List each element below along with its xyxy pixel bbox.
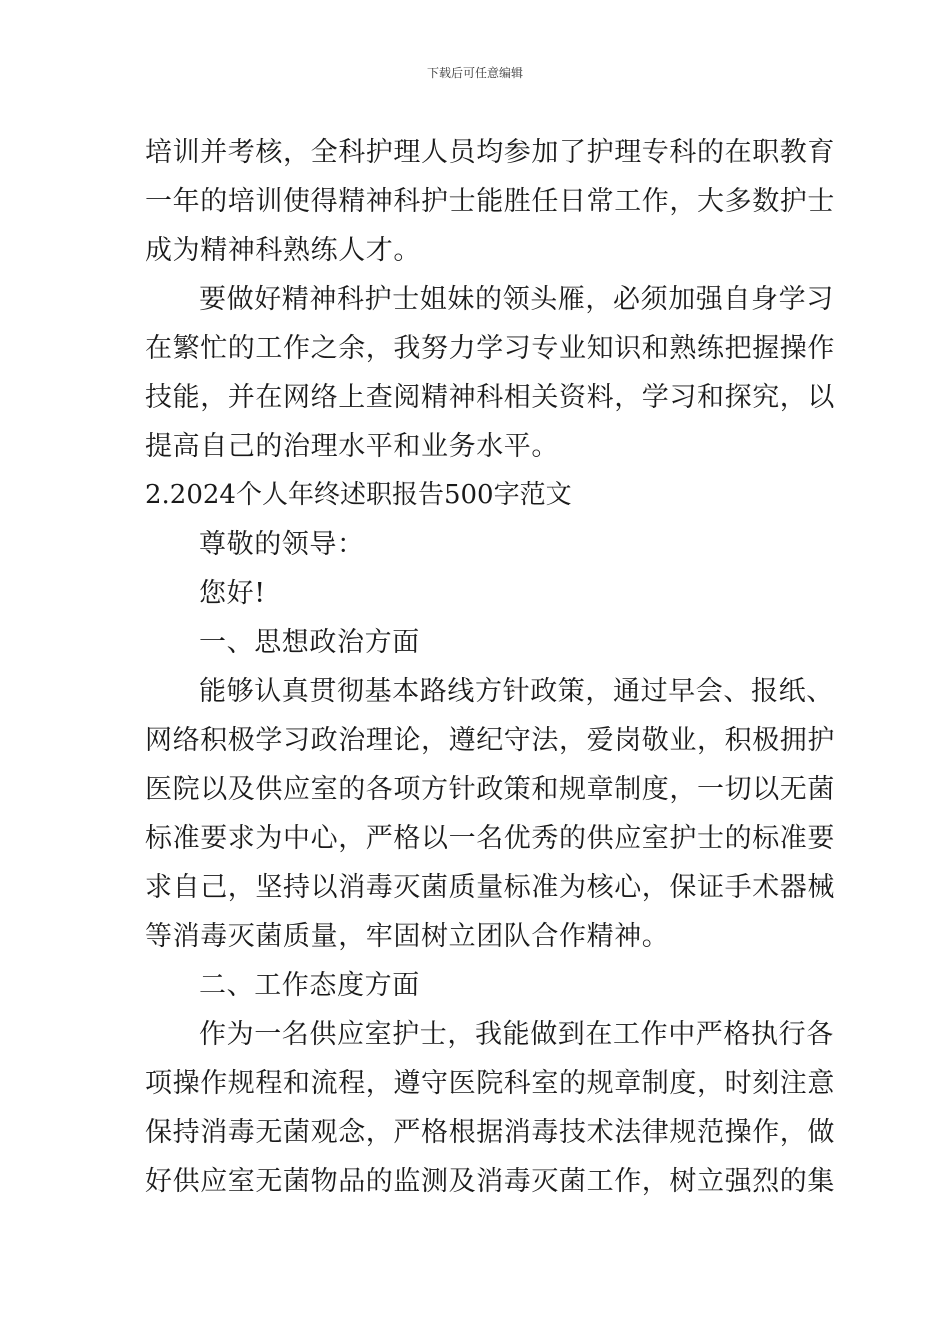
text-line: 培训并考核，全科护理人员均参加了护理专科的在职教育 [145, 137, 835, 168]
text-line: 好供应室无菌物品的监测及消毒灭菌工作，树立强烈的集 [145, 1166, 835, 1197]
text-line: 医院以及供应室的各项方针政策和规章制度，一切以无菌 [145, 774, 835, 805]
text-line: 项操作规程和流程，遵守医院科室的规章制度，时刻注意 [145, 1068, 835, 1099]
text-line: 要做好精神科护士姐妹的领头雁，必须加强自身学习 [199, 284, 834, 315]
text-line: 等消毒灭菌质量，牢固树立团队合作精神。 [145, 921, 670, 952]
text-line: 提高自己的治理水平和业务水平。 [145, 431, 559, 462]
text-line: 能够认真贯彻基本路线方针政策，通过早会、报纸、 [199, 676, 834, 707]
text-line: 作为一名供应室护士，我能做到在工作中严格执行各 [199, 1019, 834, 1050]
section-heading: 2.2024个人年终述职报告500字范文 [145, 480, 572, 510]
text-line: 一、思想政治方面 [199, 627, 420, 658]
page-header: 下载后可任意编辑 [426, 66, 523, 80]
text-line: 您好! [199, 578, 266, 609]
text-line: 在繁忙的工作之余，我努力学习专业知识和熟练把握操作 [145, 333, 835, 364]
text-line: 网络积极学习政治理论，遵纪守法，爱岗敬业，积极拥护 [145, 725, 835, 756]
text-line: 二、工作态度方面 [199, 970, 420, 1001]
text-line: 成为精神科熟练人才。 [145, 235, 421, 266]
text-line: 保持消毒无菌观念，严格根据消毒技术法律规范操作，做 [145, 1117, 835, 1148]
document-body [145, 128, 835, 1206]
text-line: 技能，并在网络上查阅精神科相关资料，学习和探究，以 [145, 382, 835, 413]
text-line: 标准要求为中心，严格以一名优秀的供应室护士的标准要 [145, 823, 835, 854]
text-line: 求自己，坚持以消毒灭菌质量标准为核心，保证手术器械 [145, 872, 835, 903]
text-line: 尊敬的领导： [199, 529, 365, 560]
text-line: 一年的培训使得精神科护士能胜任日常工作，大多数护士 [145, 186, 835, 217]
